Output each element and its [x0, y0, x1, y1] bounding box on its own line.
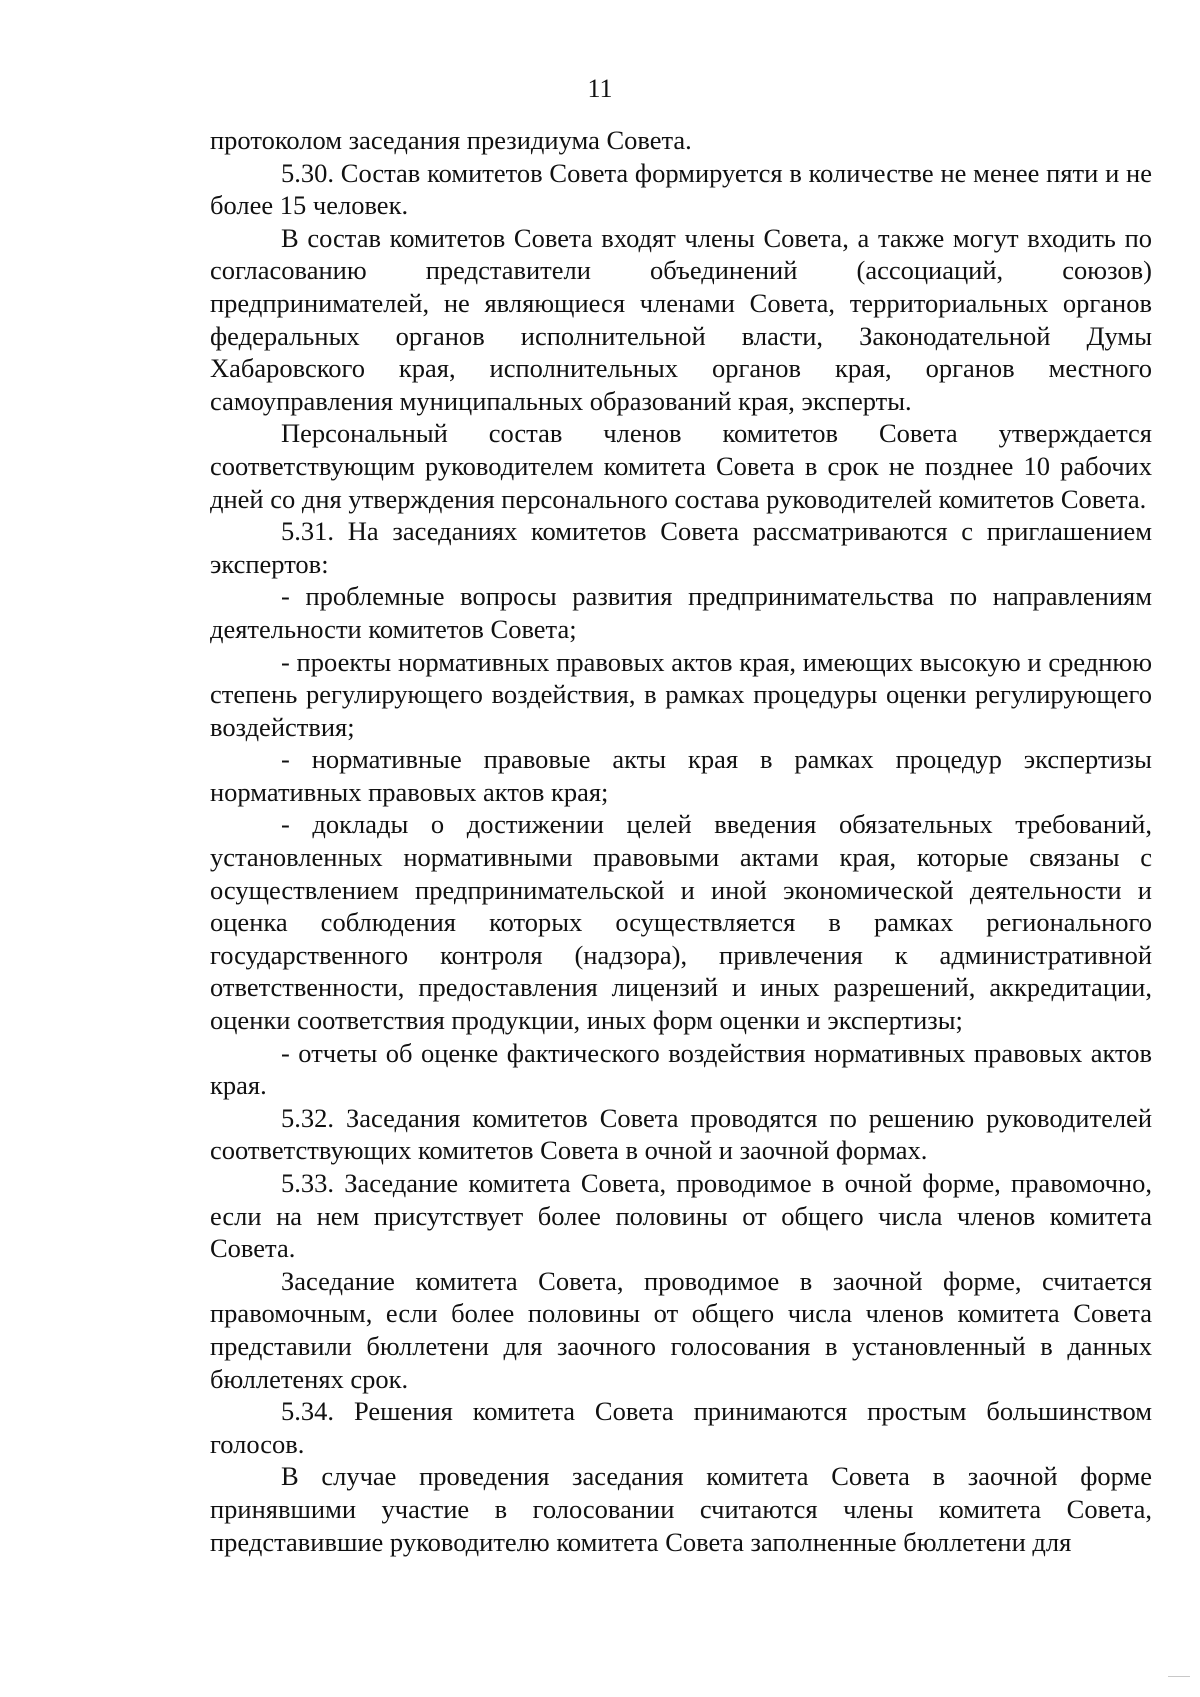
document-body [210, 124, 1152, 1558]
paragraph: - нормативные правовые акты края в рамках процедур экспертизы нормативных правовых актов края; [210, 744, 1152, 807]
paragraph: В состав комитетов Совета входят члены Совета, а также могут входить по согласованию представители объединений (ассоциаций, союзов) предпринимателей, не являющиеся членами Совета, территориальных органов федеральных органов исполнительной власти, Законодательной Думы Хабаровского края, исполнительных органов края, органов местного самоуправления муниципальных образований края, эксперты. [210, 222, 1152, 416]
paragraph: 5.34. Решения комитета Совета принимаются простым большинством голосов. [210, 1396, 1152, 1459]
paragraph: 5.30. Состав комитетов Совета формируется в количестве не менее пяти и не более 15 человек. [210, 157, 1152, 221]
paragraph: Заседание комитета Совета, проводимое в заочной форме, считается правомочным, если более половины от общего числа членов комитета Совета представили бюллетени для заочного голосования в установленный в данных бюллетенях срок. [210, 1265, 1152, 1394]
scan-artifact [1168, 1676, 1190, 1677]
paragraph: протоколом заседания президиума Совета. [210, 125, 692, 155]
page-number: 11 [587, 74, 613, 103]
paragraph: - проблемные вопросы развития предпринимательства по направлениям деятельности комитетов Совета; [210, 581, 1152, 644]
paragraph: В случае проведения заседания комитета Совета в заочной форме принявшими участие в голосовании считаются члены комитета Совета, представившие руководителю комитета Совета заполненные бюллетени для [210, 1461, 1152, 1557]
paragraph: 5.31. На заседаниях комитетов Совета рассматриваются с приглашением экспертов: [210, 516, 1152, 579]
paragraph: 5.32. Заседания комитетов Совета проводятся по решению руководителей соответствующих комитетов Совета в очной и заочной формах. [210, 1102, 1152, 1166]
paragraph: 5.33. Заседание комитета Совета, проводимое в очной форме, правомочно, если на нем присутствует более половины от общего числа членов комитета Совета. [210, 1168, 1152, 1264]
paragraph: - отчеты об оценке фактического воздействия нормативных правовых актов края. [210, 1037, 1152, 1101]
paragraph: - доклады о достижении целей введения обязательных требований, установленных нормативными правовыми актами края, которые связаны с осуществлением предпринимательской и иной экономической деятельности и оценка соблюдения которых осуществляется в рамках регионального государственного контроля (надзора), привлечения к административной ответственности, предоставления лицензий и иных разрешений, аккредитации, оценки соответствия продукции, иных форм оценки и экспертизы; [210, 809, 1152, 1036]
paragraph: Персональный состав членов комитетов Совета утверждается соответствующим руководителем комитета Совета в срок не позднее 10 рабочих дней со дня утверждения персонального состава руководителей комитетов Совета. [210, 418, 1152, 514]
paragraph: - проекты нормативных правовых актов края, имеющих высокую и среднюю степень регулирующего воздействия, в рамках процедуры оценки регулирующего воздействия; [210, 646, 1152, 742]
